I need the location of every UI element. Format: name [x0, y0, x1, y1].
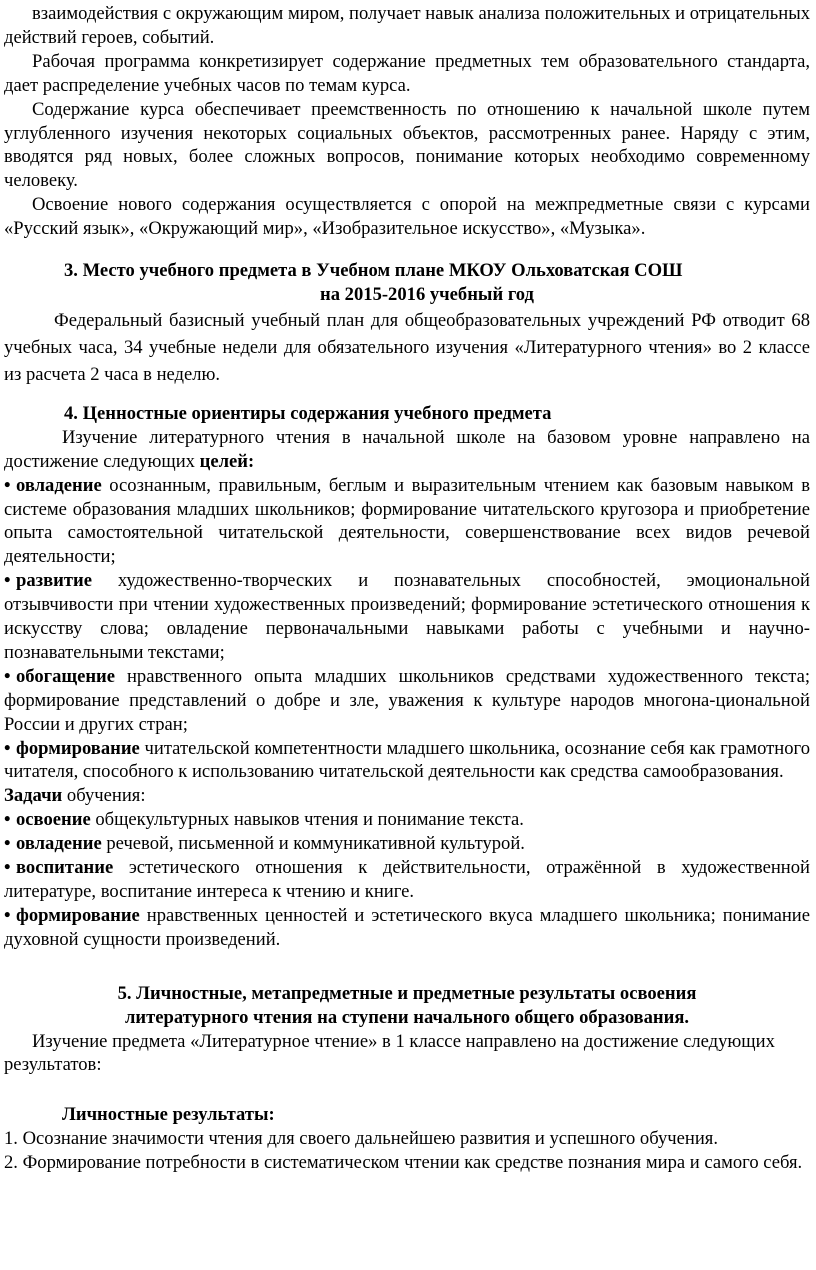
paragraph-2: Рабочая программа конкретизирует содержание предметных тем образовательного стандарта, дает распределение учебных часов по темам курса.: [4, 50, 810, 96]
section-4-heading: 4. Ценностные ориентиры содержания учебного предмета: [64, 402, 552, 424]
personal-result-item: 1. Осознание значимости чтения для своего дальнейшею развития и успешного обучения.: [4, 1128, 718, 1150]
bullet-icon: •: [4, 737, 11, 759]
goal-item: • обогащение нравственного опыта младших школьников средствами художественного текста; формирование представлений о добре и зле, уважения к культуре народов многона-циональной России и других стран;: [4, 665, 810, 735]
section-5-heading: 5. Личностные, метапредметные и предметные результаты освоения: [117, 982, 697, 1004]
paragraph-3: Содержание курса обеспечивает преемственность по отношению к начальной школе путем углубленного изучения некоторых социальных объектов, рассмотренных ранее. Наряду с этим, вводятся ряд новых, более сложных вопросов, понимание которых необходимо современному человеку.: [4, 98, 810, 192]
tasks-heading: Задачи обучения:: [4, 785, 146, 807]
bullet-icon: •: [4, 570, 11, 592]
task-item: • овладение речевой, письменной и коммуникативной культурой.: [4, 833, 525, 855]
paragraph-4: Освоение нового содержания осуществляется с опорой на межпредметные связи с курсами «Русский язык», «Окружающий мир», «Изобразительное искусство», «Музыка».: [4, 194, 810, 240]
section-5-intro: Изучение предмета «Литературное чтение» в 1 классе направлено на достижение следующих результатов:: [4, 1030, 775, 1076]
goal-item: • овладение осознанным, правильным, беглым и выразительным чтением как базовым навыком в системе образования младших школьников; формирование читательского кругозора и приобретение опыта самостоятельной читательской деятельности, совершенствование всех видов речевой деятельности;: [4, 474, 810, 568]
section-5-heading-line2: литературного чтения на ступени начального общего образования.: [124, 1006, 690, 1028]
goal-item: • формирование читательской компетентности младшего школьника, осознание себя как грамотного читателя, способного к использованию читательской деятельности как средства самообразования.: [4, 737, 810, 783]
section-4-intro: Изучение литературного чтения в начальной школе на базовом уровне направлено на достижение следующих целей:: [4, 426, 810, 472]
bullet-icon: •: [4, 809, 11, 831]
task-item: • воспитание эстетического отношения к действительности, отражённой в художественной литературе, воспитание интереса к чтению и книге.: [4, 857, 810, 902]
section-3-text: Федеральный базисный учебный план для общеобразовательных учреждений РФ отводит 68 учебных часа, 34 учебные недели для обязательного изучения «Литературного чтения» во 2 классе из расчета 2 часа в неделю.: [4, 309, 810, 385]
section-3-heading: 3. Место учебного предмета в Учебном плане МКОУ Ольховатская СОШ: [64, 260, 683, 282]
task-item: • освоение общекультурных навыков чтения и понимание текста.: [4, 809, 524, 831]
personal-results-heading: Личностные результаты:: [62, 1104, 275, 1126]
bullet-icon: •: [4, 474, 11, 496]
personal-result-item: 2. Формирование потребности в систематическом чтении как средстве познания мира и самого себя.: [4, 1152, 803, 1174]
section-3-heading-line2: на 2015-2016 учебный год: [320, 283, 534, 305]
goal-item: • развитие художественно-творческих и познавательных способностей, эмоциональной отзывчивости при чтении художественных произведений; формирование эстетического отношения к искусству слова; овладение первоначальными навыками работы с учебными и научно-познавательными текстами;: [4, 570, 810, 663]
bullet-icon: •: [4, 833, 11, 855]
bullet-icon: •: [4, 665, 11, 687]
bullet-icon: •: [4, 904, 11, 926]
bullet-icon: •: [4, 857, 11, 879]
spacer: [4, 1077, 810, 1099]
paragraph-1: взаимодействия с окружающим миром, получает навык анализа положительных и отрицательных действий героев, событий.: [4, 3, 810, 48]
task-item: • формирование нравственных ценностей и эстетического вкуса младшего школьника; понимание духовной сущности произведений.: [4, 904, 810, 950]
